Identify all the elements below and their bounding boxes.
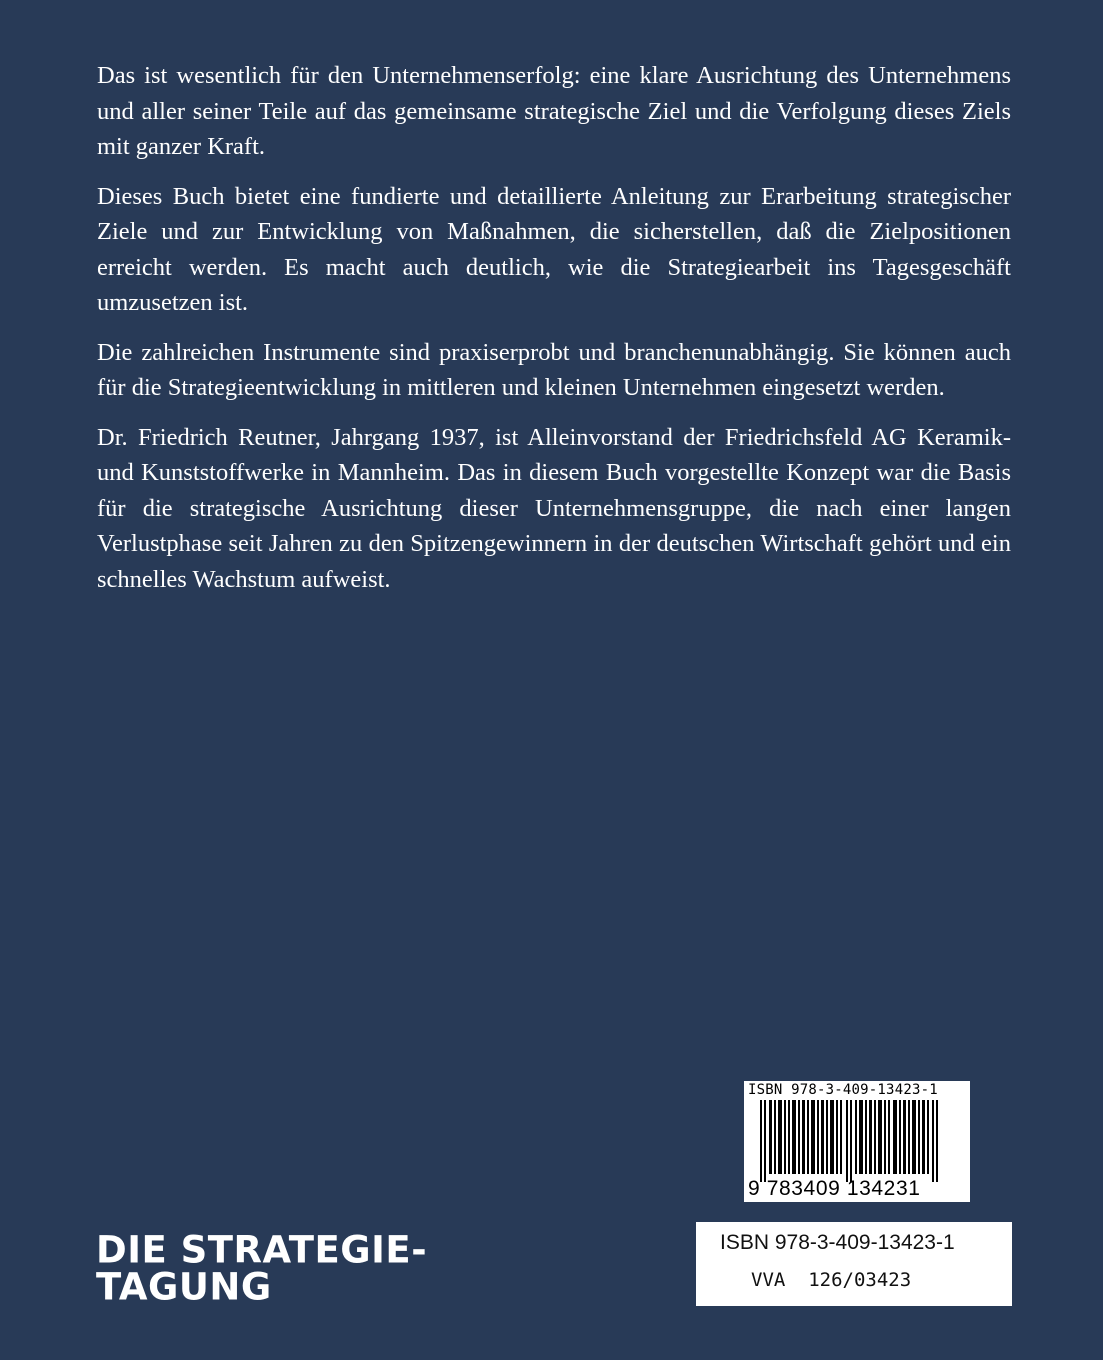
publisher-order-number: VVA 126/03423	[751, 1269, 912, 1291]
author-bio-paragraph: Dr. Friedrich Reutner, Jahrgang 1937, ist Alleinvorstand der Friedrichsfeld AG Keramik- und Kunststoffwerke in Mannheim. Das in diesem Buch vorgestellte Konzept war die Basis für die strategische Ausrichtung dieser Unternehmensgruppe, die nach einer langen Verlustphase seit Jahren zu den Spitzengewinnern in der deutschen Wirtschaft gehört und ein schnelles Wachstum aufweist.	[97, 423, 1011, 593]
barcode-isbn-text: ISBN 978-3-409-13423-1	[748, 1082, 938, 1098]
book-title	[96, 1227, 428, 1309]
barcode-ean-number: 9 783409 134231	[748, 1177, 921, 1200]
barcode	[744, 1081, 970, 1202]
book-title-line-1: DIE STRATEGIE-	[96, 1227, 428, 1272]
back-cover-blurb	[97, 58, 1011, 611]
book-title-line-2: TAGUNG	[96, 1264, 272, 1309]
isbn-number: ISBN 978-3-409-13423-1	[720, 1231, 955, 1254]
isbn-label	[696, 1222, 1012, 1306]
blurb-paragraph-3: Die zahlreichen Instrumente sind praxiserprobt und branchenunabhängig. Sie können auch für die Strategieentwicklung in mittleren und kleinen Unternehmen eingesetzt werden.	[97, 338, 1011, 401]
blurb-paragraph-2: Dieses Buch bietet eine fundierte und detaillierte Anleitung zur Erarbeitung strategischer Ziele und zur Entwicklung von Maßnahmen, die sicherstellen, daß die Zielpositionen erreicht werden. Es macht auch deutlich, wie die Strategiearbeit ins Tagesgeschäft umzusetzen ist.	[97, 182, 1011, 316]
barcode-bars	[760, 1100, 960, 1182]
blurb-paragraph-1: Das ist wesentlich für den Unternehmenserfolg: eine klare Ausrichtung des Unternehmens und aller seiner Teile auf das gemeinsame strategische Ziel und die Verfolgung dieses Ziels mit ganzer Kraft.	[97, 62, 1011, 160]
